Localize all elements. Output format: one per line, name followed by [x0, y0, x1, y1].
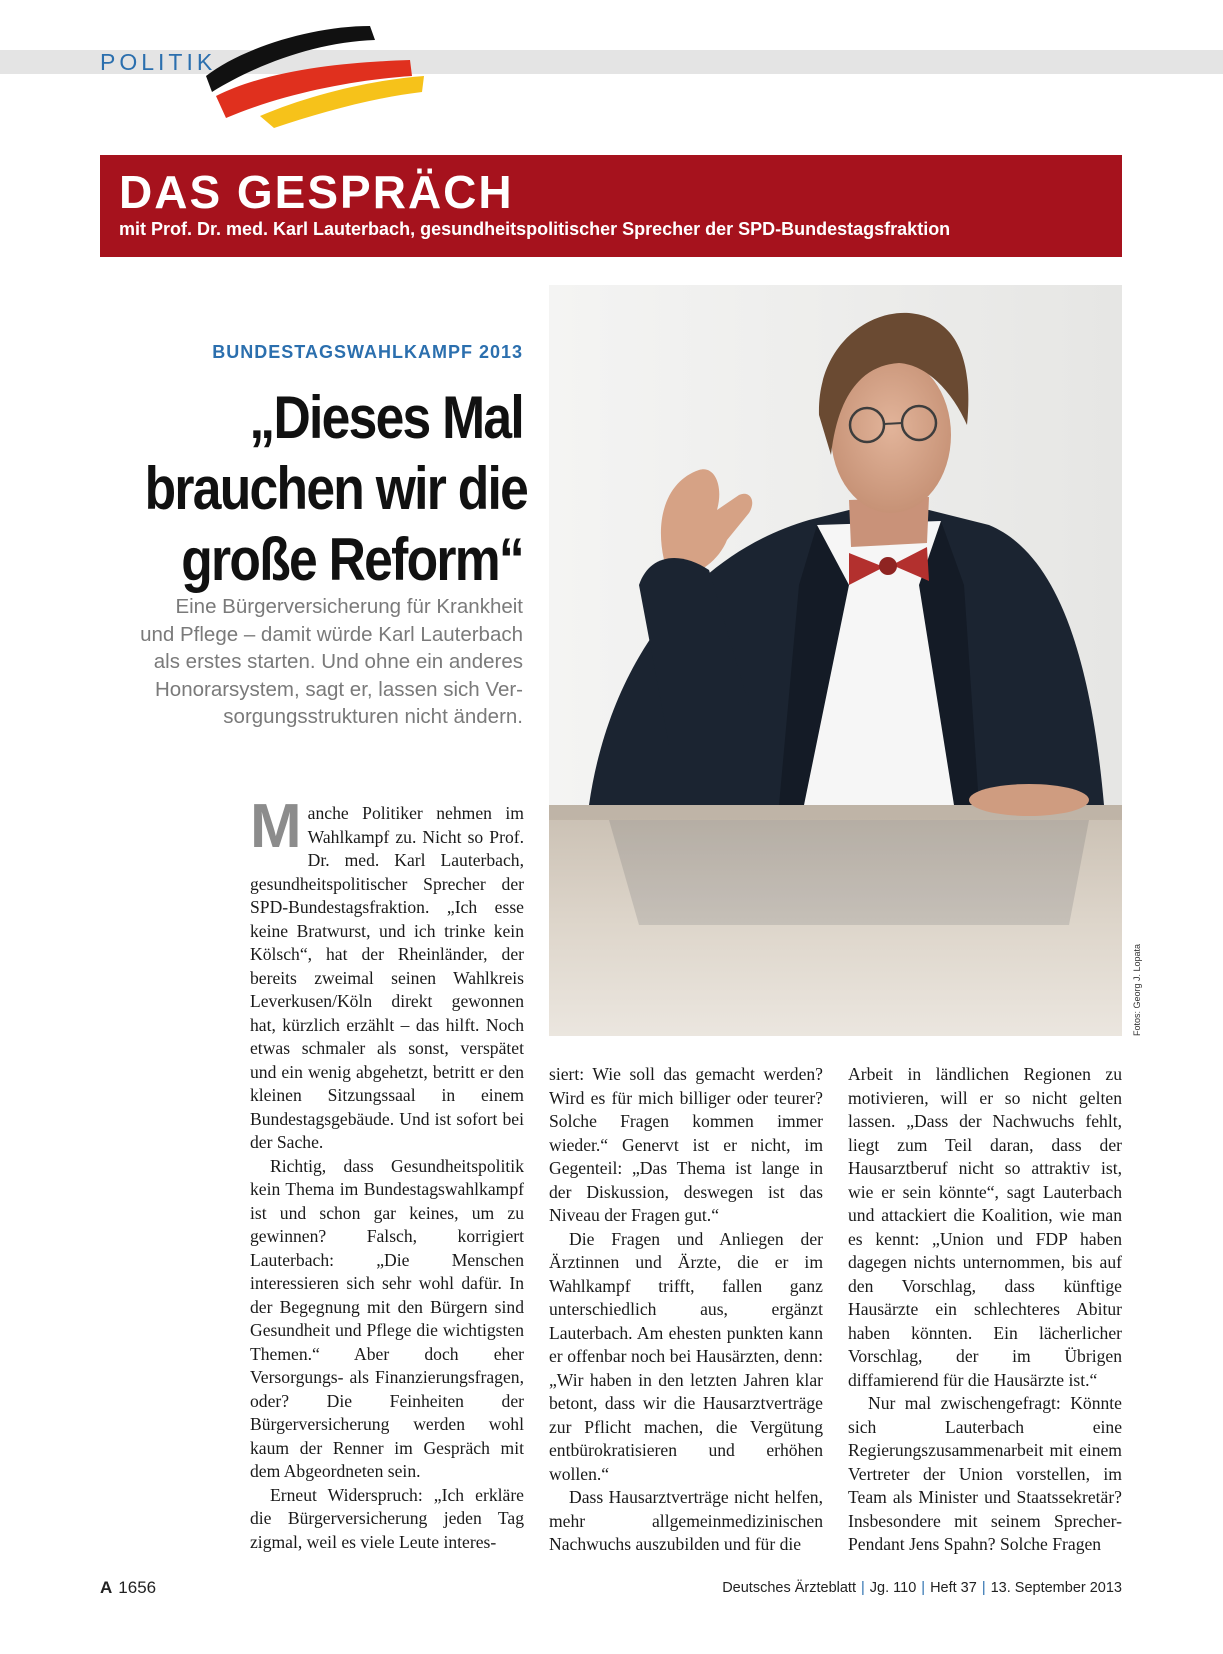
footer-separator: | — [981, 1580, 986, 1596]
paragraph: Dass Hausarztverträge nicht helfen, mehr allgemeinmedizinischen Nachwuchs auszubilden und für die — [549, 1487, 823, 1554]
lead-line: Honorarsystem, sagt er, lassen sich Ver- — [154, 677, 523, 701]
paragraph: Nur mal zwischengefragt: Könnte sich Lauterbach eine Regierungszusammenarbeit mit einem Vertreter der Union vorstellen, im Team als Minister und Staatssekretär? Insbesondere mit seinem Sprecher-Pendant Jens Spahn? Solche Fragen — [848, 1393, 1122, 1554]
headline-line: brauchen wir die — [144, 455, 528, 522]
journal-issue: Heft 37 — [930, 1580, 977, 1596]
headline-line: „Dieses Mal — [249, 384, 523, 451]
article-lead — [83, 593, 523, 731]
journal-name: Deutsches Ärzteblatt — [722, 1580, 856, 1596]
photo-credit: Fotos: Georg J. Lopata — [1132, 943, 1142, 1036]
article-kicker: BUNDESTAGSWAHLKAMPF 2013 — [212, 342, 523, 362]
lead-line: als erstes starten. Und ohne ein anderes — [153, 650, 523, 673]
body-column-3 — [848, 1063, 1122, 1557]
journal-date: 13. September 2013 — [990, 1580, 1122, 1596]
banner-subtitle: mit Prof. Dr. med. Karl Lauterbach, gesundheitspolitischer Sprecher der SPD-Bundestagsfraktion — [119, 219, 951, 239]
page-number — [100, 1578, 156, 1598]
lead-line: Eine Bürgerversicherung für Krankheit — [175, 595, 523, 618]
paragraph — [250, 792, 524, 1155]
page-prefix: A — [100, 1578, 113, 1597]
interview-banner — [100, 155, 1122, 257]
banner-title: DAS GESPRÄCH — [119, 166, 514, 218]
body-column-2 — [549, 1063, 823, 1557]
paragraph: Richtig, dass Gesundheitspolitik kein Thema im Bundestagswahlkampf ist und schon gar keines, um zu gewinnen? Falsch, korrigiert Lauterbach: „Die Menschen interessieren sich sehr wohl dafür. In der Begegnung mit den Bürgern sind Gesundheit und Pflege die wichtigsten Themen.“ Aber doch eher Versorgungs- als Finanzierungsfragen, oder? Die Feinheiten der Bürgerversicherung werden wohl kaum der Renner im Gespräch mit dem Abgeordneten sein. — [250, 1155, 524, 1481]
article-headline — [144, 382, 528, 595]
paragraph: siert: Wie soll das gemacht werden? Wird es für mich billiger oder teurer? Solche Fragen kommen immer wieder.“ Genervt ist er nicht, im Gegenteil: „Das Thema ist lange in der Diskussion, deswegen ist das Niveau der Fragen gut.“ — [549, 1064, 823, 1225]
headline-line: große Reform“ — [181, 526, 523, 593]
footer-separator: | — [861, 1580, 865, 1596]
footer-separator: | — [921, 1580, 926, 1596]
journal-footer — [722, 1580, 1122, 1596]
paragraph: Arbeit in ländlichen Regionen zu motivieren, will er so nicht gelten lassen. „Dass der Nachwuchs fehlt, liegt zum Teil daran, dass der Hausarztberuf nicht so attraktiv ist, wie er sein könnte“, sagt Lauterbach und attackiert die Koalition, wie man es kennt: „Union und FDP haben dagegen nichts unternommen, bis auf den Vorschlag, dass künftige Hausärzte ein schlechteres Abitur haben könnten. Ein lächerlicher Vorschlag, der im Übrigen diffamierend für die Hausärzte ist.“ — [848, 1064, 1122, 1390]
section-label: POLITIK — [100, 49, 217, 75]
portrait-photo — [549, 285, 1122, 1036]
body-column-1 — [250, 792, 524, 1554]
page-number-value: 1656 — [118, 1578, 157, 1597]
german-flag-brush-icon — [202, 18, 427, 130]
paragraph-text: anche Politiker nehmen im Wahlkampf zu. Nicht so Prof. Dr. med. Karl Lauterbach, gesundheitspolitischer Sprecher der SPD-Bundestagsfraktion. „Ich esse keine Bratwurst, und ich trinke kein Kölsch“, hat der Rheinländer, der bereits zweimal seinen Wahlkreis Leverkusen/Köln direkt gewonnen hat, kürzlich erzählt – das hilft. Noch etwas schmaler als sonst, verspätet und ein wenig abgehetzt, betritt er den kleinen Sitzungssaal in einem Bundestagsgebäude. Und ist sofort bei der Sache. — [250, 803, 524, 1152]
lead-line: sorgungsstrukturen nicht ändern. — [223, 705, 523, 728]
paragraph: Die Fragen und Anliegen der Ärztinnen und Ärzte, die er im Wahlkampf trifft, fallen ganz unterschiedlich aus, ergänzt Lauterbach. Am ehesten punkten kann er offenbar noch bei Hausärzten, denn: „Wir haben in den letzten Jahren klar betont, dass wir die Hausarztverträge zur Pflicht machen, die Vergütung entbürokratisieren und erhöhen wollen.“ — [549, 1228, 823, 1484]
lead-line: und Pflege – damit würde Karl Lauterbach — [140, 622, 523, 646]
paragraph: Erneut Widerspruch: „Ich erkläre die Bürgerversicherung jeden Tag zigmal, weil es viele Leute interes- — [250, 1484, 524, 1552]
drop-cap: M — [250, 792, 302, 861]
journal-volume: Jg. 110 — [869, 1580, 917, 1596]
